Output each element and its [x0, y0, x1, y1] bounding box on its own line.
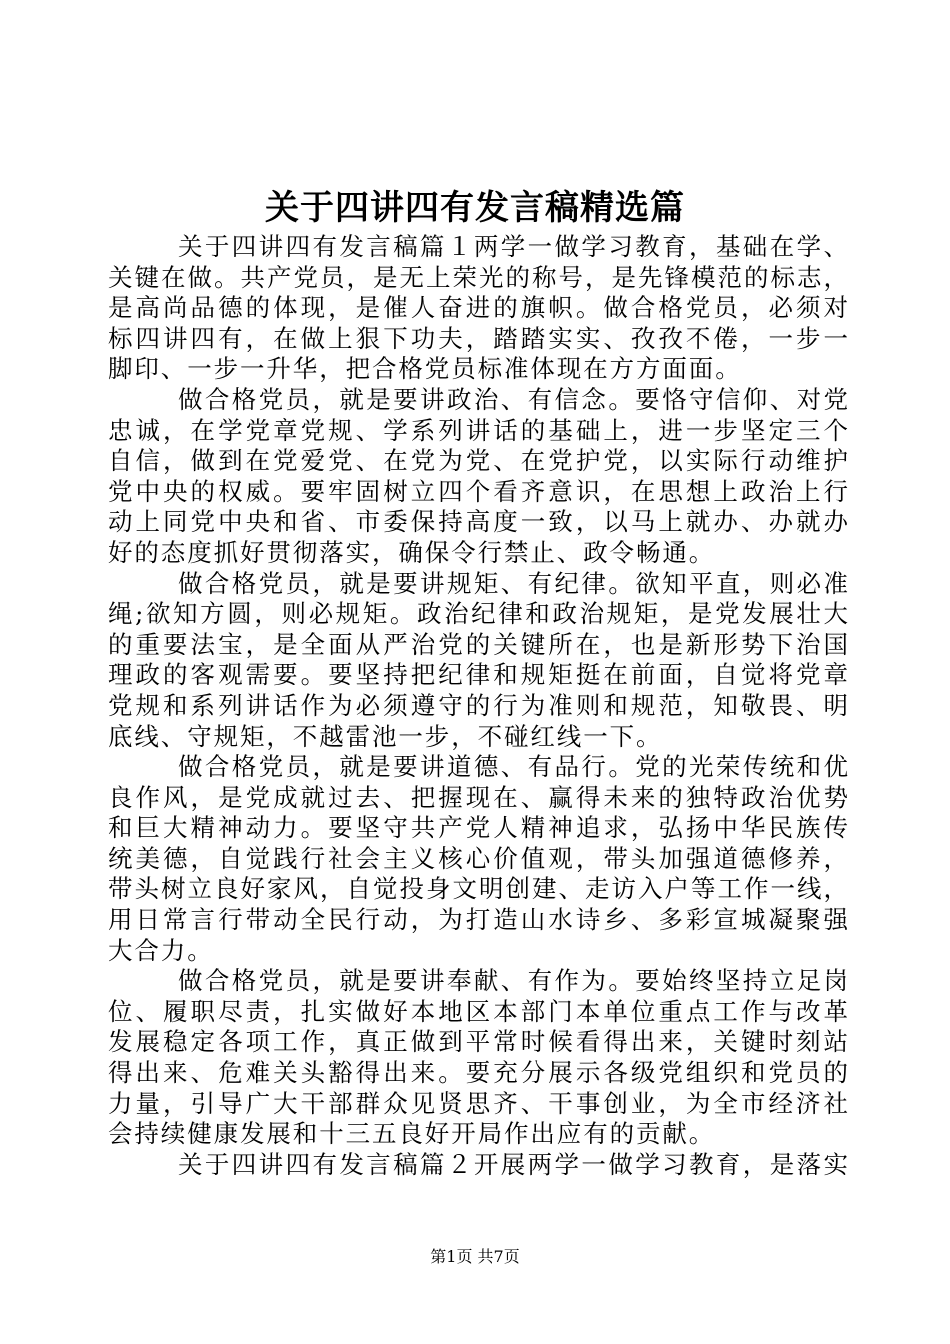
- text-line: 党中央的权威。要牢固树立四个看齐意识，在思想上政治上行: [108, 476, 848, 506]
- text-line: 底线、守规矩，不越雷池一步，不碰红线一下。: [108, 721, 663, 751]
- text-line: 是高尚品德的体现，是催人奋进的旗帜。做合格党员，必须对: [108, 293, 848, 323]
- text-line: 做合格党员，就是要讲道德、有品行。党的光荣传统和优: [178, 752, 848, 782]
- text-line: 带头树立良好家风，自觉投身文明创建、走访入户等工作一线，: [108, 874, 848, 904]
- text-line: 发展稳定各项工作，真正做到平常时候看得出来，关键时刻站: [108, 1027, 848, 1057]
- text-line: 会持续健康发展和十三五良好开局作出应有的贡献。: [108, 1119, 716, 1149]
- paragraph: [108, 966, 848, 1150]
- paragraph: [108, 569, 848, 753]
- text-line: 关于四讲四有发言稿篇１两学一做学习教育，基础在学、: [178, 232, 848, 261]
- text-line: 做合格党员，就是要讲政治、有信念。要恪守信仰、对党: [178, 384, 848, 414]
- text-line: 脚印、一步一升华，把合格党员标准体现在方方面面。: [108, 354, 742, 384]
- paragraph: [108, 385, 848, 569]
- text-line: 动上同党中央和省、市委保持高度一致，以马上就办、办就办: [108, 507, 848, 537]
- text-line: 忠诚，在学党章党规、学系列讲话的基础上，进一步坚定三个: [108, 415, 848, 445]
- paragraph: [108, 232, 848, 385]
- text-line: 理政的客观需要。要坚持把纪律和规矩挺在前面，自觉将党章: [108, 660, 848, 690]
- text-line: 党规和系列讲话作为必须遵守的行为准则和规范，知敬畏、明: [108, 690, 848, 720]
- text-line: 力量，引导广大干部群众见贤思齐、干事创业，为全市经济社: [108, 1088, 848, 1118]
- text-line: 大合力。: [108, 935, 214, 965]
- document-body: [108, 232, 848, 1180]
- paragraph: [108, 752, 848, 966]
- text-line: 用日常言行带动全民行动，为打造山水诗乡、多彩宣城凝聚强: [108, 905, 848, 935]
- paragraph: [108, 1150, 848, 1181]
- text-line: 自信，做到在党爱党、在党为党、在党护党，以实际行动维护: [108, 446, 848, 476]
- text-line: 关键在做。共产党员，是无上荣光的称号，是先锋模范的标志，: [108, 262, 848, 292]
- text-line: 和巨大精神动力。要坚守共产党人精神追求，弘扬中华民族传: [108, 813, 848, 843]
- page-footer: 第1页 共7页: [430, 1247, 520, 1266]
- document-title: 关于四讲四有发言稿精选篇: [265, 188, 685, 228]
- text-line: 的重要法宝，是全面从严治党的关键所在，也是新形势下治国: [108, 629, 848, 659]
- text-line: 做合格党员，就是要讲奉献、有作为。要始终坚持立足岗: [178, 966, 848, 996]
- text-line: 良作风，是党成就过去、把握现在、赢得未来的独特政治优势: [108, 782, 848, 812]
- text-line: 绳;欲知方圆，则必规矩。政治纪律和政治规矩，是党发展壮大: [108, 599, 848, 629]
- text-line: 标四讲四有，在做上狠下功夫，踏踏实实、孜孜不倦，一步一: [108, 323, 848, 353]
- text-line: 位、履职尽责，扎实做好本地区本部门本单位重点工作与改革: [108, 996, 848, 1026]
- text-line: 做合格党员，就是要讲规矩、有纪律。欲知平直，则必准: [178, 568, 848, 598]
- text-line: 得出来、危难关头豁得出来。要充分展示各级党组织和党员的: [108, 1058, 848, 1088]
- text-line: 关于四讲四有发言稿篇２开展两学一做学习教育，是落实: [178, 1149, 848, 1179]
- text-line: 统美德，自觉践行社会主义核心价值观，带头加强道德修养，: [108, 843, 848, 873]
- text-line: 好的态度抓好贯彻落实，确保令行禁止、政令畅通。: [108, 537, 716, 567]
